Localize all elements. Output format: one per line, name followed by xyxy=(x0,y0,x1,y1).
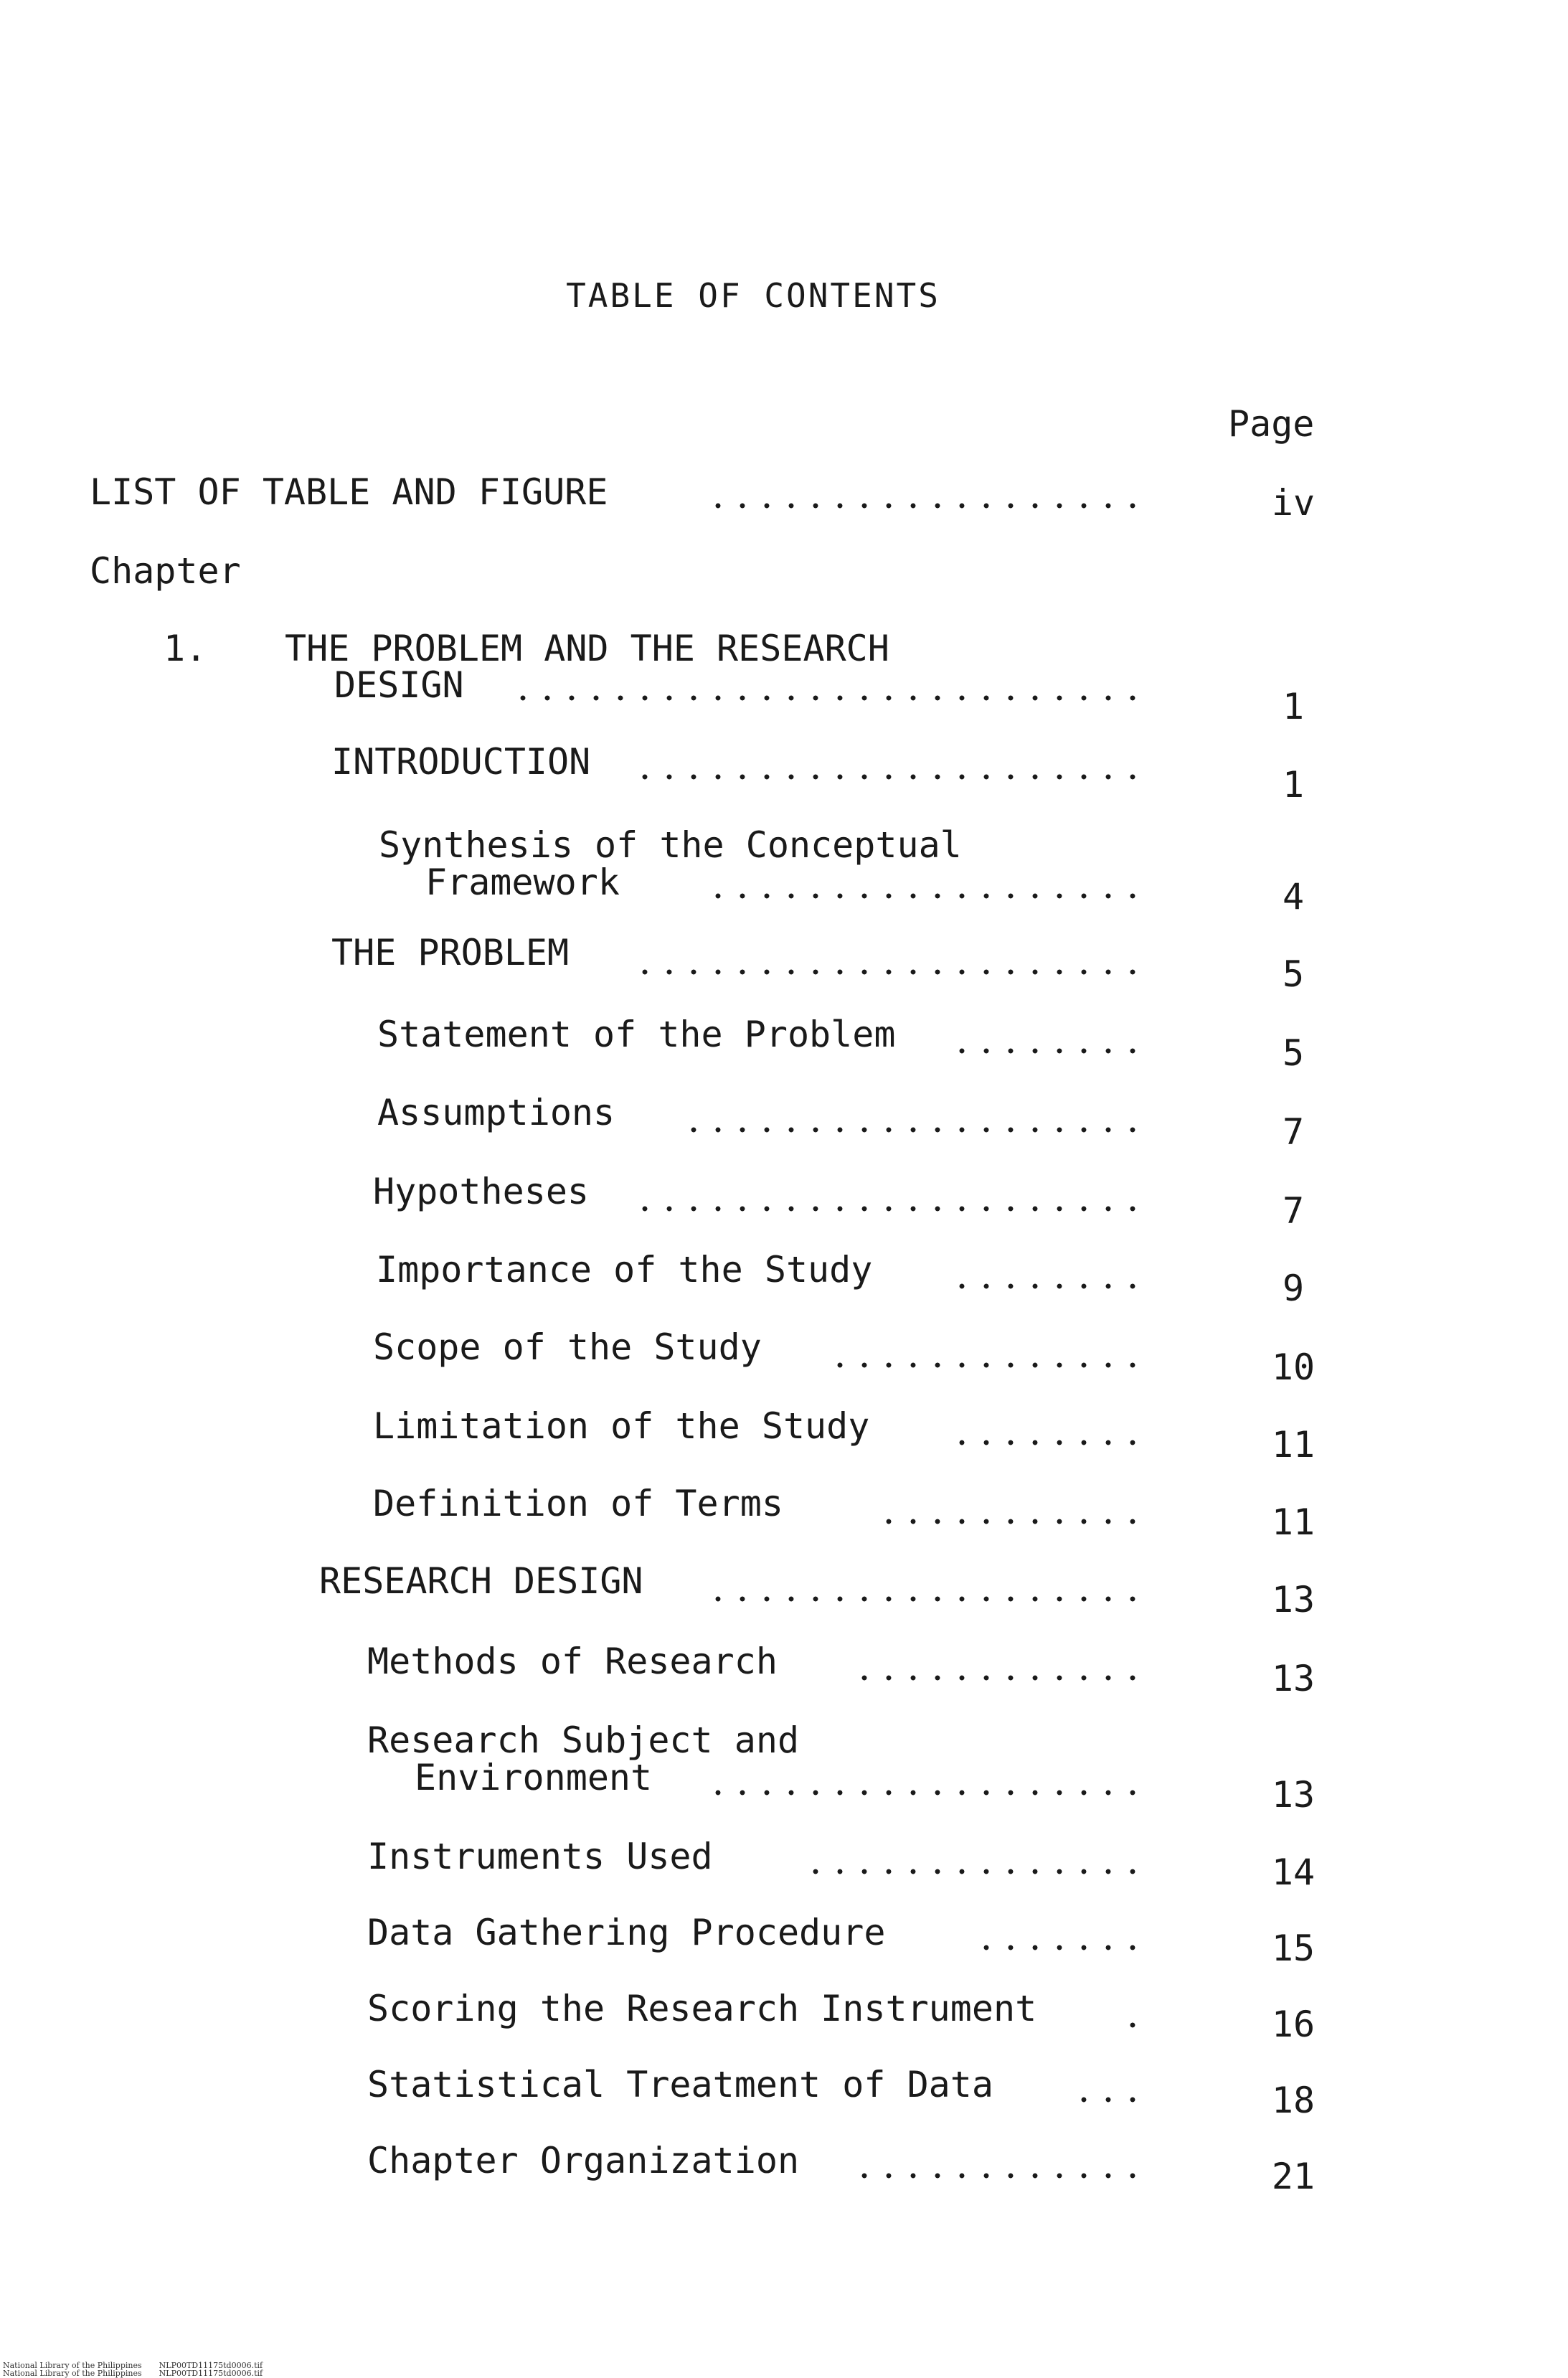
toc-entry-assumptions-label: Assumptions xyxy=(377,1092,615,1133)
leader-dots xyxy=(859,2172,1145,2179)
chapter-page: 1 xyxy=(1282,686,1305,727)
chapter-heading: Chapter xyxy=(90,550,241,592)
toc-entry-assumptions-page: 7 xyxy=(1282,1111,1305,1153)
chapter-title-line2: DESIGN xyxy=(334,664,464,706)
toc-entry-the-problem-page: 5 xyxy=(1282,953,1305,995)
leader-dots xyxy=(1072,2096,1145,2103)
leader-dots xyxy=(1119,2021,1145,2029)
toc-entry-methods-page: 13 xyxy=(1271,1658,1316,1699)
toc-entry-introduction-label: INTRODUCTION xyxy=(331,741,591,783)
toc-entry-importance-page: 9 xyxy=(1282,1268,1305,1309)
leader-dots xyxy=(710,892,1145,900)
toc-entry-research-design-page: 13 xyxy=(1271,1579,1316,1620)
toc-entry-methods-label: Methods of Research xyxy=(367,1641,778,1682)
leader-dots xyxy=(872,1518,1145,1525)
toc-entry-list-of-tables-page: iv xyxy=(1271,482,1316,524)
toc-entry-the-problem-label: THE PROBLEM xyxy=(331,932,570,973)
toc-entry-statistical-page: 18 xyxy=(1271,2080,1316,2121)
scan-footer-library: National Library of the Philippines xyxy=(3,2361,142,2370)
toc-entry-scope-page: 10 xyxy=(1271,1346,1316,1388)
scan-footer-filename: NLP00TD11175td0006.tif xyxy=(159,2369,263,2378)
toc-entry-limitation-label: Limitation of the Study xyxy=(373,1405,870,1447)
leader-dots xyxy=(944,1439,1145,1446)
toc-entry-hypotheses-page: 7 xyxy=(1282,1190,1305,1232)
leader-dots xyxy=(686,1126,1145,1133)
toc-entry-research-design-label: RESEARCH DESIGN xyxy=(319,1560,643,1602)
toc-entry-scope-label: Scope of the Study xyxy=(373,1326,762,1368)
toc-entry-instruments-page: 14 xyxy=(1271,1851,1316,1893)
page-title: TABLE OF CONTENTS xyxy=(566,276,940,315)
scan-footer-library: National Library of the Philippines xyxy=(3,2369,142,2378)
toc-entry-list-of-tables-label: LIST OF TABLE AND FIGURE xyxy=(90,471,608,513)
leader-dots xyxy=(825,1362,1145,1369)
toc-entry-data-gathering-page: 15 xyxy=(1271,1928,1316,1969)
leader-dots xyxy=(947,1047,1145,1054)
toc-entry-introduction-page: 1 xyxy=(1282,764,1305,806)
leader-dots xyxy=(703,1595,1145,1603)
toc-entry-subject-label-line1: Research Subject and xyxy=(367,1719,800,1761)
scan-footer xyxy=(3,2362,280,2377)
toc-entry-subject-label-line2: Environment xyxy=(415,1757,653,1798)
toc-entry-statement-page: 5 xyxy=(1282,1032,1305,1074)
toc-entry-organization-label: Chapter Organization xyxy=(367,2140,800,2181)
toc-entry-subject-page: 13 xyxy=(1271,1774,1316,1816)
toc-entry-limitation-page: 11 xyxy=(1271,1424,1316,1466)
leader-dots xyxy=(638,1205,1145,1212)
toc-entry-statement-label: Statement of the Problem xyxy=(377,1014,896,1055)
scan-footer-filename: NLP00TD11175td0006.tif xyxy=(159,2361,263,2370)
leader-dots xyxy=(799,1868,1145,1875)
toc-entry-synthesis-page: 4 xyxy=(1282,876,1305,917)
toc-entry-definition-page: 11 xyxy=(1271,1501,1316,1543)
toc-entry-scoring-page: 16 xyxy=(1271,2004,1316,2045)
toc-entry-organization-page: 21 xyxy=(1271,2156,1316,2197)
leader-dots xyxy=(638,773,1145,780)
scan-footer-line xyxy=(3,2369,280,2377)
leader-dots xyxy=(968,1944,1145,1951)
leader-dots xyxy=(638,968,1145,976)
leader-dots xyxy=(504,694,1145,702)
toc-entry-statistical-label: Statistical Treatment of Data xyxy=(367,2064,993,2105)
toc-entry-hypotheses-label: Hypotheses xyxy=(373,1171,590,1212)
chapter-number: 1. xyxy=(164,628,207,669)
leader-dots xyxy=(945,1283,1145,1290)
toc-entry-synthesis-label-line1: Synthesis of the Conceptual xyxy=(379,824,962,866)
toc-entry-synthesis-label-line2: Framework xyxy=(425,862,620,903)
chapter-title-line1: THE PROBLEM AND THE RESEARCH xyxy=(285,628,889,669)
leader-dots xyxy=(700,1789,1145,1796)
leader-dots xyxy=(846,1674,1145,1681)
toc-entry-data-gathering-label: Data Gathering Procedure xyxy=(367,1912,886,1953)
toc-entry-importance-label: Importance of the Study xyxy=(376,1249,873,1291)
page-column-header: Page xyxy=(1228,403,1315,445)
toc-entry-definition-label: Definition of Terms xyxy=(373,1483,783,1524)
leader-dots xyxy=(710,502,1145,509)
toc-entry-scoring-label: Scoring the Research Instrument xyxy=(367,1988,1037,2029)
toc-entry-instruments-label: Instruments Used xyxy=(367,1836,713,1877)
